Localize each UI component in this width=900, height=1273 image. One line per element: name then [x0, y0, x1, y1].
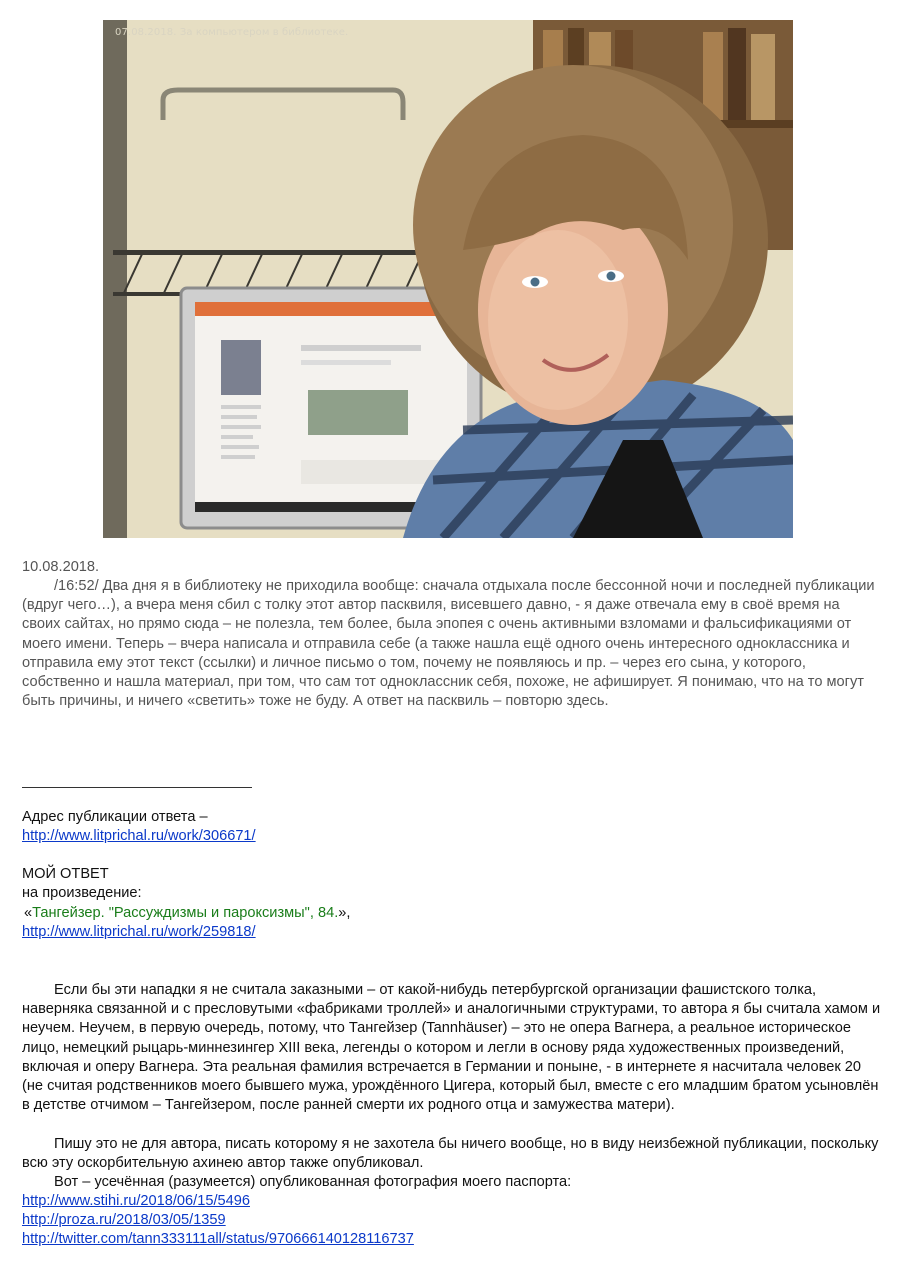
address-link[interactable]: http://www.litprichal.ru/work/306671/: [22, 828, 256, 844]
article-paragraph-2: Пишу это не для автора, писать которому я не захотела бы ничего вообще, но в виду неизбежной публикации, поскольку всю эту оскорбительную ахинею автор также опубликовал.: [22, 1136, 879, 1172]
post-photo: [103, 20, 793, 538]
address-label: Адрес публикации ответа –: [22, 809, 208, 825]
divider: [22, 787, 252, 788]
work-link[interactable]: http://www.litprichal.ru/work/259818/: [22, 924, 256, 940]
article-paragraph-3: Вот – усечённая (разумеется) опубликованная фотография моего паспорта:: [54, 1174, 572, 1190]
work-title-line: [24, 904, 350, 923]
article-paragraph-1: Если бы эти нападки я не считала заказными – от какой-нибудь петербургской организации фашистского толка, наверняка связанной и с пресловутыми «фабриками троллей» и аналогичными структурами, то автора я бы считала хамом и неучем. Неучем, в первую очередь, потому, что Тангейзер (Tannhäuser) – это не опера Вагнера, а реальное историческое лицо, немецкий рыцарь-миннезингер XIII века, легенды о котором и легли в основу ряда художественных произведений, включая и оперу Вагнера. Эта реальная фамилия встречается в Германии и поныне, - в интернете я насчитала человек 20 (не считая родственников моего бывшего мужа, урождённого Цигера, который был, вместе с его младшим братом усыновлён в детстве отчимом – Тангейзером, после ранней смерти их родного отца и замужества матери).: [22, 982, 881, 1114]
photo-illustration: [103, 20, 793, 538]
post-body: /16:52/ Два дня я в библиотеку не приходила вообще: сначала отдыхала после бессонной ночи и последней публикации (вдруг чего…), а вчера меня сбил с толку этот автор пасквиля, висевшего давно, - я даже отвечала ему в своё время на своих сайтах, но прямо сюда – не полезла, тем более, была эпопея с очень активными взломами и фальсификациями от моего имени. Теперь – вчера написала и отправила себе (а также нашла ещё одного очень интересного одноклассника и отправила ему этот текст (ссылки) и личное письмо о том, почему не появляюсь и пр. – через его сына, у которого, собственно и нашла материал, при том, что сам тот одноклассник себя, похоже, не афиширует. Я понимаю, что на то могут быть причины, и ничего «светить» тоже не буду. А ответ на пасквиль – повторю здесь.: [22, 578, 875, 710]
answer-heading: МОЙ ОТВЕТ: [22, 866, 109, 882]
quote-open: «: [24, 905, 33, 921]
work-title: Тангейзер. "Рассуждизмы и пароксизмы", 84.: [32, 905, 339, 921]
post-date: 10.08.2018.: [22, 559, 100, 575]
passport-link-1[interactable]: http://www.stihi.ru/2018/06/15/5496: [22, 1193, 250, 1209]
passport-link-3[interactable]: http://twitter.com/tann333111all/status/970666140128116737: [22, 1231, 414, 1247]
photo-caption: 07.08.2018. За компьютером в библиотеке.: [115, 27, 349, 38]
quote-close: »,: [338, 905, 351, 921]
on-work-label: на произведение:: [22, 885, 142, 901]
passport-link-2[interactable]: http://proza.ru/2018/03/05/1359: [22, 1212, 226, 1228]
